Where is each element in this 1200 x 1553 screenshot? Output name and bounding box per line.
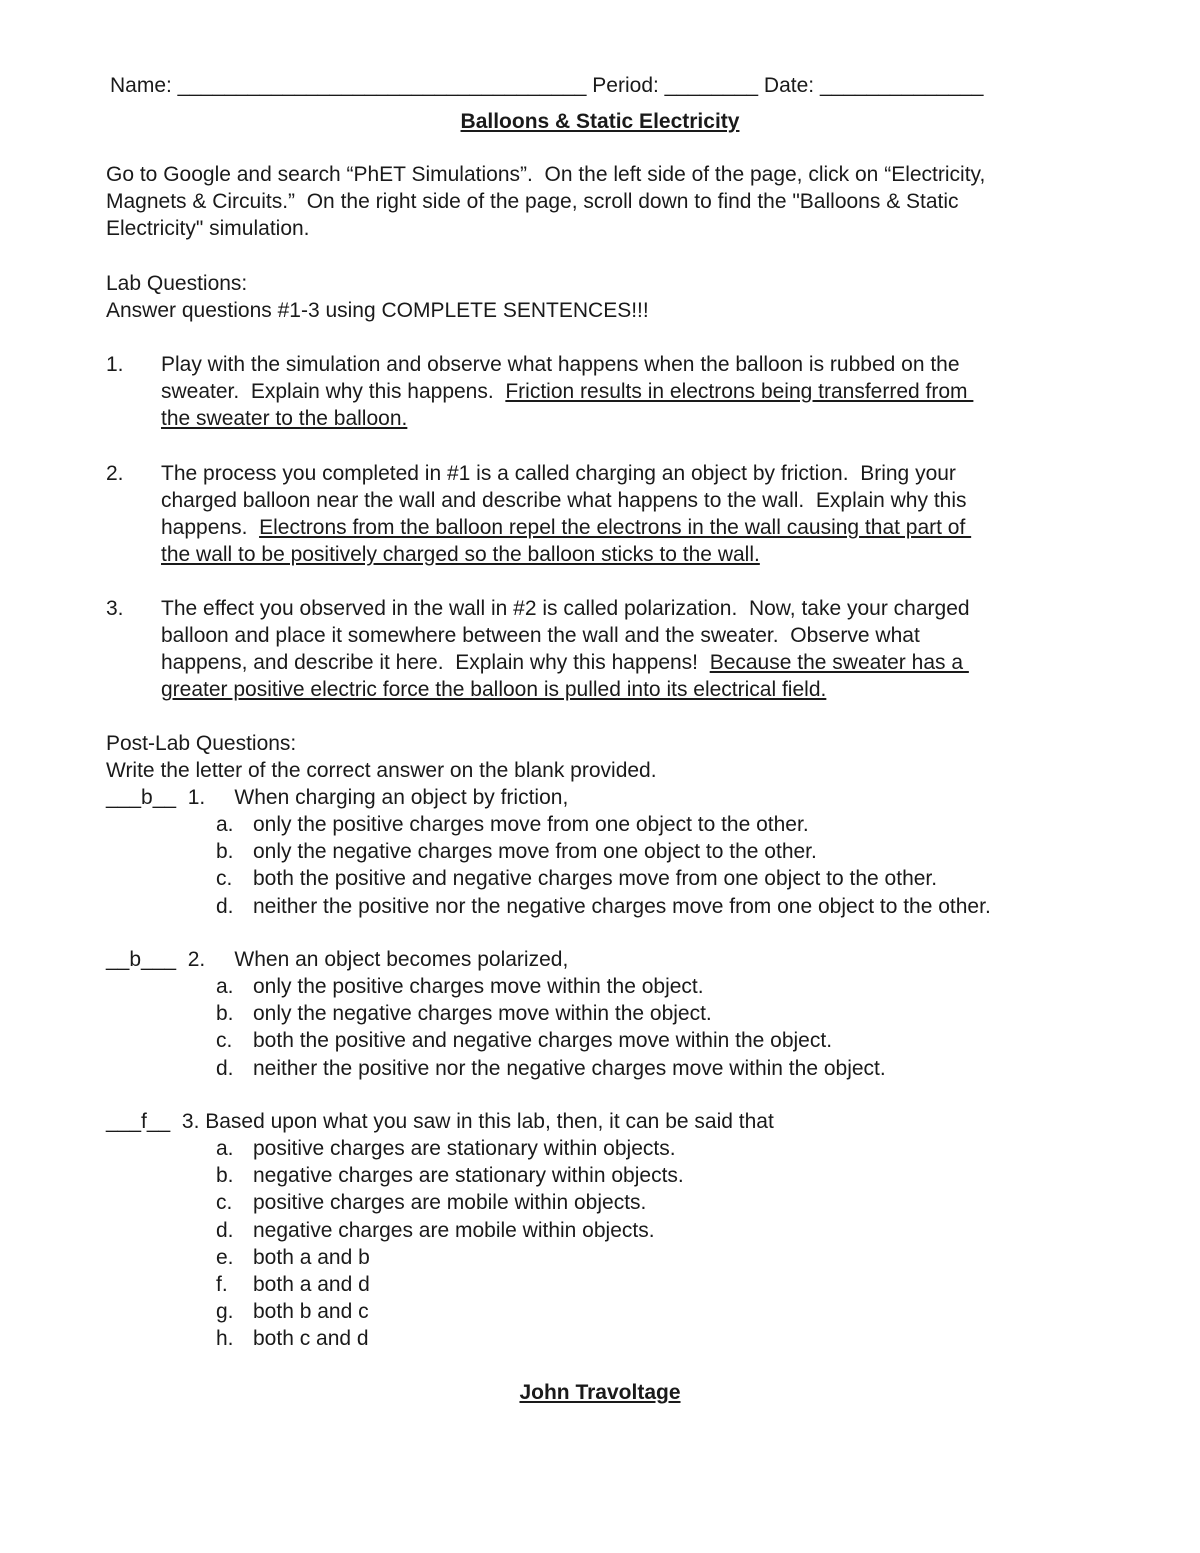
answer-text: greater positive electric force the balloon is pulled into its electrical field. bbox=[161, 678, 827, 701]
option-text: neither the positive nor the negative charges move within the object. bbox=[253, 1057, 886, 1080]
answer-text: the sweater to the balloon. bbox=[161, 407, 408, 430]
answer-text: Because the sweater has a bbox=[709, 651, 969, 674]
option-letter: b. bbox=[216, 1164, 234, 1187]
option-letter: a. bbox=[216, 1137, 234, 1160]
page-title: Balloons & Static Electricity bbox=[460, 110, 740, 133]
option-letter: b. bbox=[216, 840, 234, 863]
option-letter: h. bbox=[216, 1327, 234, 1350]
option-letter: d. bbox=[216, 1057, 234, 1080]
question-text: charged balloon near the wall and describe what happens to the wall. Explain why this bbox=[161, 489, 967, 512]
intro-line: Electricity" simulation. bbox=[106, 217, 310, 240]
question-number: 1. bbox=[106, 353, 124, 376]
option-letter: b. bbox=[216, 1002, 234, 1025]
post-lab-instruction: Write the letter of the correct answer on the blank provided. bbox=[106, 759, 657, 782]
option-text: both a and d bbox=[253, 1273, 370, 1296]
option-letter: c. bbox=[216, 1029, 233, 1052]
option-text: both a and b bbox=[253, 1246, 370, 1269]
option-text: both the positive and negative charges move from one object to the other. bbox=[253, 867, 938, 890]
option-letter: e. bbox=[216, 1246, 234, 1269]
option-text: neither the positive nor the negative charges move from one object to the other. bbox=[253, 895, 991, 918]
question-number: 3. bbox=[106, 597, 124, 620]
option-letter: f. bbox=[216, 1273, 228, 1296]
question-text: happens. bbox=[161, 516, 260, 539]
option-text: positive charges are stationary within objects. bbox=[253, 1137, 676, 1160]
question-stem: __b___ 2. When an object becomes polarized, bbox=[106, 948, 569, 971]
option-letter: a. bbox=[216, 975, 234, 998]
option-letter: a. bbox=[216, 813, 234, 836]
answer-text: Friction results in electrons being transferred from bbox=[505, 380, 974, 403]
option-text: only the negative charges move within the object. bbox=[253, 1002, 712, 1025]
intro-line: Magnets & Circuits.” On the right side of the page, scroll down to find the "Balloons & Static bbox=[106, 190, 959, 213]
question-text-line bbox=[161, 649, 969, 676]
option-text: both the positive and negative charges move within the object. bbox=[253, 1029, 833, 1052]
option-text: only the positive charges move within the object. bbox=[253, 975, 704, 998]
question-text: The effect you observed in the wall in #2 is called polarization. Now, take your charged bbox=[161, 597, 970, 620]
option-letter: c. bbox=[216, 867, 233, 890]
header-line: Name: ___________________________________ Period: ________ Date: ______________ bbox=[110, 74, 984, 97]
lab-instruction: Answer questions #1-3 using COMPLETE SENTENCES!!! bbox=[106, 299, 649, 322]
option-letter: d. bbox=[216, 1219, 234, 1242]
lab-heading: Lab Questions: bbox=[106, 272, 248, 295]
question-text: happens, and describe it here. Explain why this happens! bbox=[161, 651, 710, 674]
question-text: balloon and place it somewhere between the wall and the sweater. Observe what bbox=[161, 624, 920, 647]
option-text: both c and d bbox=[253, 1327, 369, 1350]
question-text: Play with the simulation and observe what happens when the balloon is rubbed on the bbox=[161, 353, 960, 376]
answer-text: the wall to be positively charged so the balloon sticks to the wall. bbox=[161, 543, 760, 566]
option-letter: c. bbox=[216, 1191, 233, 1214]
intro-line: Go to Google and search “PhET Simulations”. On the left side of the page, click on “Electricity, bbox=[106, 163, 986, 186]
option-text: negative charges are stationary within objects. bbox=[253, 1164, 684, 1187]
post-lab-heading: Post-Lab Questions: bbox=[106, 732, 297, 755]
option-text: negative charges are mobile within objects. bbox=[253, 1219, 655, 1242]
footer-signature: John Travoltage bbox=[519, 1381, 681, 1404]
option-text: positive charges are mobile within objects. bbox=[253, 1191, 647, 1214]
option-letter: g. bbox=[216, 1300, 234, 1323]
option-text: only the negative charges move from one object to the other. bbox=[253, 840, 817, 863]
question-stem: ___b__ 1. When charging an object by friction, bbox=[106, 786, 569, 809]
option-text: only the positive charges move from one object to the other. bbox=[253, 813, 809, 836]
question-stem: ___f__ 3. Based upon what you saw in this lab, then, it can be said that bbox=[106, 1110, 774, 1133]
question-text-line bbox=[161, 378, 973, 405]
option-letter: d. bbox=[216, 895, 234, 918]
question-text: sweater. Explain why this happens. bbox=[161, 380, 506, 403]
answer-text: Electrons from the balloon repel the electrons in the wall causing that part of bbox=[259, 516, 972, 539]
question-number: 2. bbox=[106, 462, 124, 485]
question-text: The process you completed in #1 is a called charging an object by friction. Bring your bbox=[161, 462, 956, 485]
question-text-line bbox=[161, 514, 971, 541]
option-text: both b and c bbox=[253, 1300, 369, 1323]
